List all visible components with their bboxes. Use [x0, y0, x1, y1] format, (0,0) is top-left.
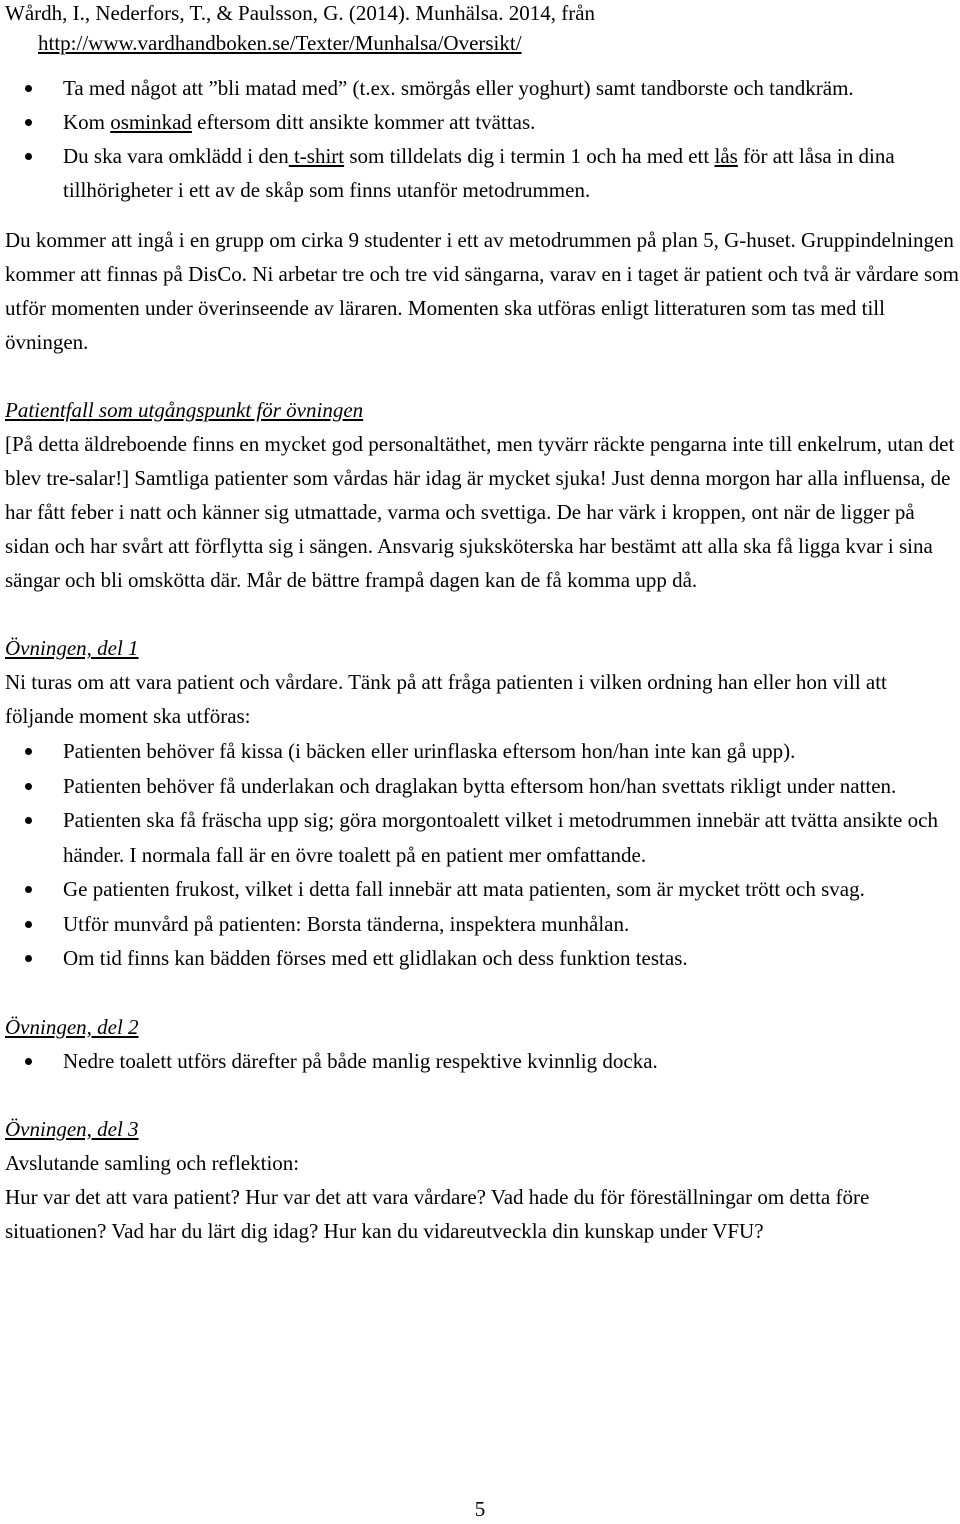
bullet-icon	[25, 1058, 32, 1065]
underlined-word: t-shirt	[288, 144, 345, 168]
bullet-icon	[25, 783, 32, 790]
reference-url-link[interactable]: http://www.vardhandboken.se/Texter/Munhalsa/Oversikt/	[38, 31, 522, 55]
bullet-icon	[25, 886, 32, 893]
case-section	[5, 393, 960, 597]
part1-list	[5, 734, 960, 976]
reference-citation: Wårdh, I., Nederfors, T., & Paulsson, G. (2014). Munhälsa. 2014, från	[5, 1, 596, 25]
list-item: Patienten behöver få underlakan och draglakan bytta eftersom hon/han svettats rikligt under natten.	[5, 769, 960, 804]
page-number: 5	[474, 1497, 486, 1521]
part2-section	[5, 1010, 960, 1078]
part3-section	[5, 1112, 960, 1248]
part3-heading: Övningen, del 3	[5, 1116, 139, 1141]
list-item: Ta med något att ”bli matad med” (t.ex. smörgås eller yoghurt) samt tandborste och tandkräm.	[5, 71, 960, 105]
part2-list	[5, 1044, 960, 1078]
bullet-icon	[25, 817, 32, 824]
part1-intro: Ni turas om att vara patient och vårdare. Tänk på att fråga patienten i vilken ordning han eller hon vill att följande moment ska utföras:	[5, 670, 887, 728]
part3-subtitle: Avslutande samling och reflektion:	[5, 1150, 300, 1175]
underlined-word: osminkad	[110, 110, 192, 134]
bullet-icon	[25, 955, 32, 962]
list-item: Nedre toalett utförs därefter på både manlig respektive kvinnlig docka.	[5, 1044, 960, 1078]
preparation-list	[5, 71, 960, 207]
bullet-icon	[25, 153, 32, 160]
list-item: Du ska vara omklädd i den t-shirt som tilldelats dig i termin 1 och ha med ett lås för att låsa in dina tillhörigheter i ett av de skåp som finns utanför metodrummen.	[5, 139, 960, 207]
list-item: Patienten ska få fräscha upp sig; göra morgontoalett vilket i metodrummen innebär att tvätta ansikte och händer. I normala fall är en övre toalett på en patient mer omfattande.	[5, 803, 960, 872]
part3-text: Hur var det att vara patient? Hur var det att vara vårdare? Vad hade du för föreställningar om detta före situationen? Vad har du lärt dig idag? Hur kan du vidareutveckla din kunskap under VFU?	[5, 1184, 870, 1243]
list-item: Utför munvård på patienten: Borsta tänderna, inspektera munhålan.	[5, 907, 960, 942]
bullet-icon	[25, 921, 32, 928]
bullet-icon	[25, 119, 32, 126]
list-item: Om tid finns kan bädden förses med ett glidlakan och dess funktion testas.	[5, 941, 960, 976]
list-item: Patienten behöver få kissa (i bäcken eller urinflaska eftersom hon/han inte kan gå upp).	[5, 734, 960, 769]
document-page	[5, 0, 960, 1248]
part2-heading: Övningen, del 2	[5, 1014, 139, 1039]
bullet-icon	[25, 85, 32, 92]
bullet-icon	[25, 748, 32, 755]
list-item: Kom osminkad eftersom ditt ansikte kommer att tvättas.	[5, 105, 960, 139]
case-heading: Patientfall som utgångspunkt för övningen	[5, 398, 364, 422]
case-text: [På detta äldreboende finns en mycket god personaltäthet, men tyvärr räckte pengarna inte till enkelrum, utan det blev tre-salar!] Samtliga patienter som vårdas här idag är mycket sjuka! Just denna morgon har alla influensa, de har fått feber i natt och känner sig utmattade, varma och svettiga. De har värk i kroppen, ont när de ligger på sidan och har svårt att förflytta sig i sängen. Ansvarig sjuksköterska har bestämt att alla ska få ligga kvar i sina sängar och bli omskötta där. Mår de bättre frampå dagen kan de få komma upp då.	[5, 432, 955, 592]
part1-section	[5, 631, 960, 976]
list-item: Ge patienten frukost, vilket i detta fall innebär att mata patienten, som är mycket trött och svag.	[5, 872, 960, 907]
group-paragraph: Du kommer att ingå i en grupp om cirka 9 studenter i ett av metodrummen på plan 5, G-huset. Gruppindelningen kommer att finnas på DisCo. Ni arbetar tre och tre vid sängarna, varav en i taget är patient och två är vårdare som utför momenten under överinseende av läraren. Momenten ska utföras enligt litteraturen som tas med till övningen.	[5, 228, 959, 354]
reference	[5, 0, 960, 58]
part1-heading: Övningen, del 1	[5, 636, 139, 660]
underlined-word: lås	[714, 144, 738, 168]
